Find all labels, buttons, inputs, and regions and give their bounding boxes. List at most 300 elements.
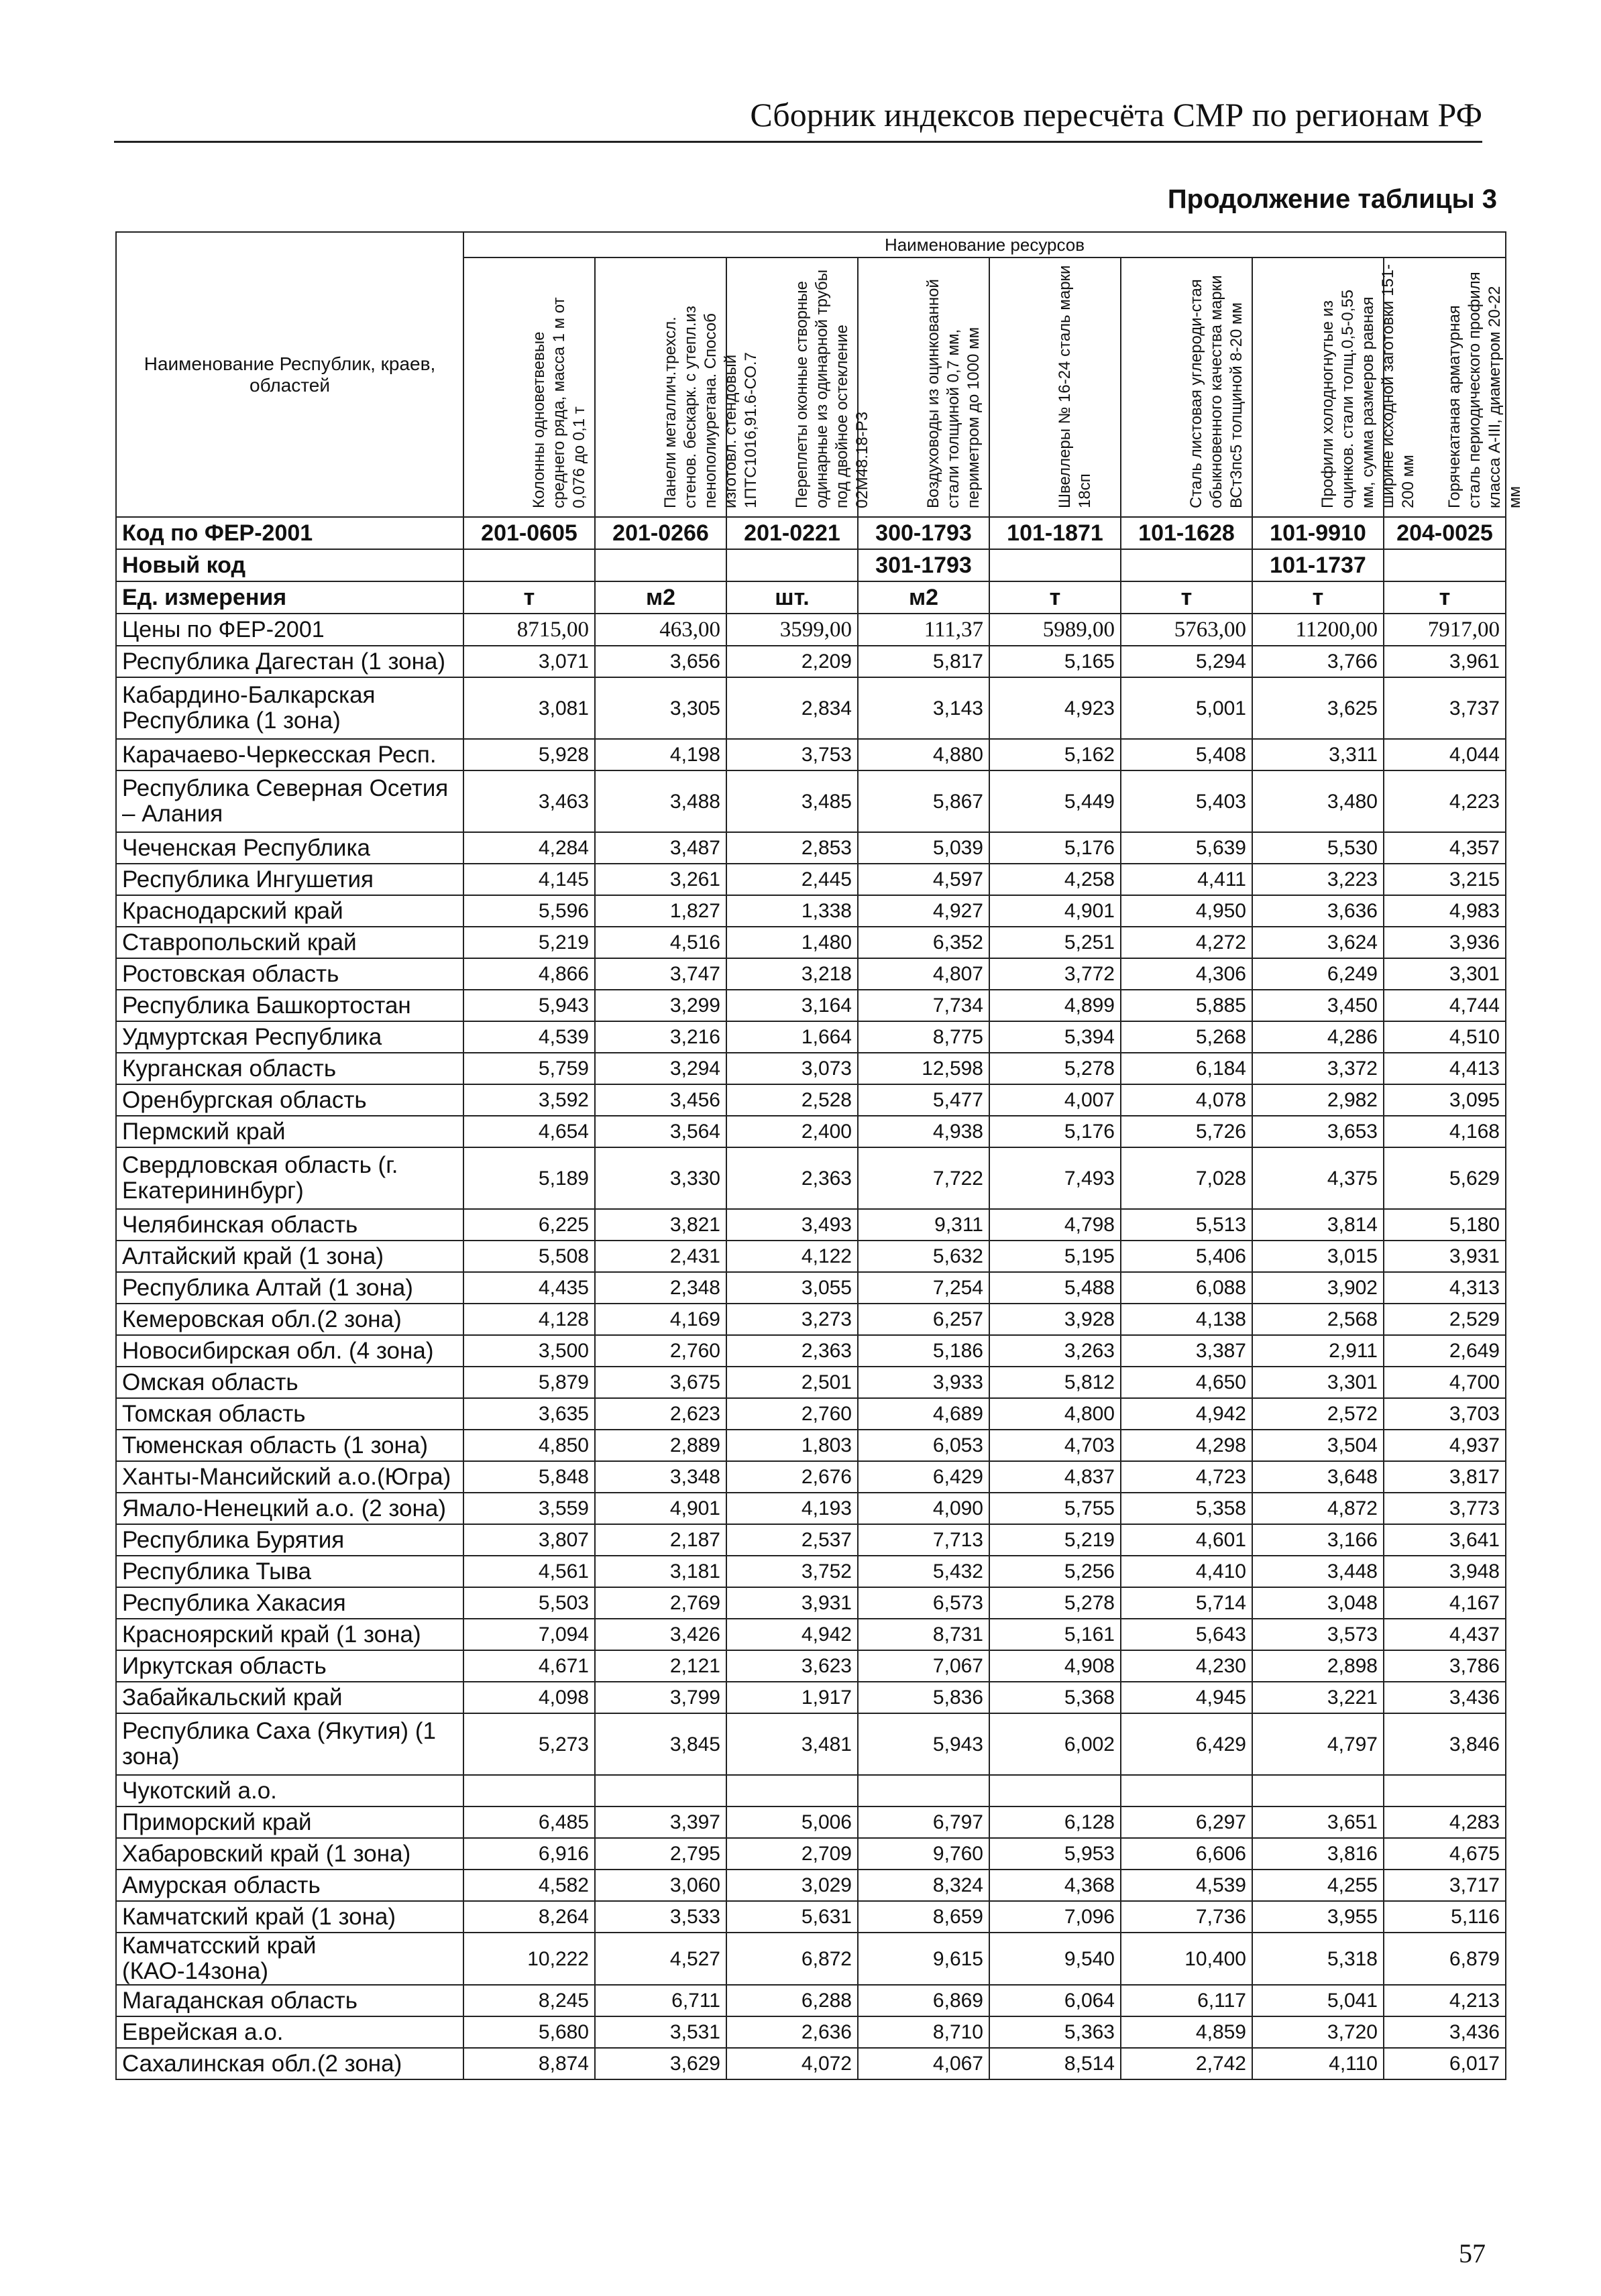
table-row [116, 1021, 1506, 1053]
resource-column-label: Швеллеры № 16-24 сталь марки 18сп [1056, 265, 1094, 508]
index-value: 5,180 [1384, 1209, 1506, 1241]
region-name: Еврейская а.о. [116, 2016, 463, 2048]
resource-column-header [463, 257, 595, 517]
index-value: 3,055 [726, 1272, 858, 1304]
index-value: 3,821 [595, 1209, 726, 1241]
price-row-cell: 463,00 [595, 614, 726, 646]
table-row [116, 990, 1506, 1021]
index-value: 3,071 [463, 646, 595, 677]
index-value: 9,311 [858, 1209, 989, 1241]
index-value: 4,700 [1384, 1367, 1506, 1398]
resource-column-label: Переплеты оконные створные одинарные из одинарной трубы под двойное остекление 02М48.18-Р3 [793, 270, 871, 508]
region-name: Удмуртская Республика [116, 1021, 463, 1053]
table-row [116, 1304, 1506, 1335]
index-value: 2,636 [726, 2016, 858, 2048]
price-row-cell: 5989,00 [989, 614, 1121, 646]
region-name: Республика Бурятия [116, 1524, 463, 1556]
index-value: 6,117 [1121, 1985, 1252, 2016]
index-value: 4,437 [1384, 1619, 1506, 1650]
index-value: 4,213 [1384, 1985, 1506, 2016]
index-value: 5,186 [858, 1335, 989, 1367]
index-value: 5,408 [1121, 739, 1252, 770]
index-value: 1,917 [726, 1682, 858, 1713]
region-name: Краснодарский край [116, 895, 463, 927]
region-column-header: Наименование Республик, краев, областей [116, 232, 463, 517]
resource-column-label: Профили холодногнутые из оцинков. стали толщ.0,5-0,55 мм, сумма размеров равная ширине исходной заготовки 151-200 мм [1319, 264, 1417, 508]
index-value: 5,513 [1121, 1209, 1252, 1241]
index-value: 3,629 [595, 2048, 726, 2079]
index-value: 6,053 [858, 1430, 989, 1461]
index-value: 4,561 [463, 1556, 595, 1587]
unit-row-cell: т [463, 581, 595, 614]
index-value: 6,184 [1121, 1053, 1252, 1084]
resource-column-header [1121, 257, 1252, 517]
price-row-cell: 111,37 [858, 614, 989, 646]
new-code-row-cell [1384, 549, 1506, 581]
index-value: 7,067 [858, 1650, 989, 1682]
index-value: 9,540 [989, 1933, 1121, 1985]
resource-column-header [1384, 257, 1524, 517]
index-value: 2,348 [595, 1272, 726, 1304]
index-value: 5,836 [858, 1682, 989, 1713]
index-value: 5,680 [463, 2016, 595, 2048]
new-code-row-cell [595, 549, 726, 581]
index-value: 3,653 [1252, 1116, 1384, 1147]
index-value: 2,760 [726, 1398, 858, 1430]
index-value: 4,110 [1252, 2048, 1384, 2079]
index-value: 4,098 [463, 1682, 595, 1713]
index-value: 4,510 [1384, 1021, 1506, 1053]
fer-code-row-cell: 101-1871 [989, 517, 1121, 549]
index-value: 3,902 [1252, 1272, 1384, 1304]
index-value: 3,301 [1384, 958, 1506, 990]
index-value: 3,488 [595, 770, 726, 832]
index-value: 2,911 [1252, 1335, 1384, 1367]
index-value: 8,659 [858, 1901, 989, 1933]
table-row [116, 739, 1506, 770]
table-row [116, 770, 1506, 832]
index-value: 5,508 [463, 1241, 595, 1272]
index-value: 2,623 [595, 1398, 726, 1430]
index-value: 3,311 [1252, 739, 1384, 770]
index-value: 6,249 [1252, 958, 1384, 990]
index-value: 4,950 [1121, 895, 1252, 927]
index-value: 5,041 [1252, 1985, 1384, 2016]
index-value: 3,500 [463, 1335, 595, 1367]
index-value: 3,531 [595, 2016, 726, 2048]
region-name: Республика Тыва [116, 1556, 463, 1587]
index-value: 3,625 [1252, 677, 1384, 739]
index-value: 5,363 [989, 2016, 1121, 2048]
region-name: Хабаровский край (1 зона) [116, 1838, 463, 1870]
index-value: 4,368 [989, 1870, 1121, 1901]
index-value: 2,709 [726, 1838, 858, 1870]
unit-row-cell: т [1121, 581, 1252, 614]
index-value: 3,933 [858, 1367, 989, 1398]
index-value: 3,845 [595, 1713, 726, 1775]
index-value: 4,901 [989, 895, 1121, 927]
index-value: 8,775 [858, 1021, 989, 1053]
index-value: 3,656 [595, 646, 726, 677]
index-value: 4,859 [1121, 2016, 1252, 2048]
index-value: 2,431 [595, 1241, 726, 1272]
unit-row-cell: м2 [858, 581, 989, 614]
index-value: 6,002 [989, 1713, 1121, 1775]
region-name: Кабардино-Балкарская Республика (1 зона) [116, 677, 463, 739]
index-value: 5,251 [989, 927, 1121, 958]
table-row [116, 895, 1506, 927]
price-row-cell: 7917,00 [1384, 614, 1506, 646]
index-value: 2,445 [726, 864, 858, 895]
resource-column-label: Воздуховоды из оцинкованной стали толщиной 0,7 мм, периметром до 1000 мм [924, 279, 983, 508]
index-value: 4,128 [463, 1304, 595, 1335]
index-value: 3,955 [1252, 1901, 1384, 1933]
index-value: 4,938 [858, 1116, 989, 1147]
index-value: 3,181 [595, 1556, 726, 1587]
index-value: 4,744 [1384, 990, 1506, 1021]
index-value: 4,675 [1384, 1838, 1506, 1870]
index-value: 3,504 [1252, 1430, 1384, 1461]
fer-code-row-cell: 201-0221 [726, 517, 858, 549]
index-value: 4,357 [1384, 832, 1506, 864]
index-value: 4,539 [1121, 1870, 1252, 1901]
index-value: 4,880 [858, 739, 989, 770]
region-name: Ставропольский край [116, 927, 463, 958]
index-value: 5,189 [463, 1147, 595, 1209]
index-value: 2,528 [726, 1084, 858, 1116]
table-row [116, 1367, 1506, 1398]
index-value: 6,429 [1121, 1713, 1252, 1775]
index-value: 4,223 [1384, 770, 1506, 832]
region-name: Республика Саха (Якутия) (1 зона) [116, 1713, 463, 1775]
index-value: 12,598 [858, 1053, 989, 1084]
new-code-row [116, 549, 1506, 581]
index-value: 4,138 [1121, 1304, 1252, 1335]
index-value: 3,817 [1384, 1461, 1506, 1493]
index-value: 3,015 [1252, 1241, 1384, 1272]
price-row-label: Цены по ФЕР-2001 [116, 614, 463, 646]
index-value: 2,795 [595, 1838, 726, 1870]
index-value: 2,898 [1252, 1650, 1384, 1682]
index-value: 1,664 [726, 1021, 858, 1053]
index-value: 3,573 [1252, 1619, 1384, 1650]
index-value: 2,529 [1384, 1304, 1506, 1335]
table-row [116, 1619, 1506, 1650]
index-value: 8,514 [989, 2048, 1121, 2079]
region-name: Ямало-Ненецкий а.о. (2 зона) [116, 1493, 463, 1524]
table-row [116, 1556, 1506, 1587]
index-value: 2,209 [726, 646, 858, 677]
index-value: 3,703 [1384, 1398, 1506, 1430]
index-value: 3,330 [595, 1147, 726, 1209]
index-value: 7,028 [1121, 1147, 1252, 1209]
index-value: 5,928 [463, 739, 595, 770]
index-value: 6,257 [858, 1304, 989, 1335]
index-value: 4,516 [595, 927, 726, 958]
index-value: 4,850 [463, 1430, 595, 1461]
index-value [463, 1775, 595, 1806]
index-value: 6,711 [595, 1985, 726, 2016]
index-value: 8,710 [858, 2016, 989, 2048]
index-value: 2,982 [1252, 1084, 1384, 1116]
price-row [116, 614, 1506, 646]
index-value [1252, 1775, 1384, 1806]
index-value [858, 1775, 989, 1806]
index-value: 3,641 [1384, 1524, 1506, 1556]
table-row [116, 1838, 1506, 1870]
index-value: 5,817 [858, 646, 989, 677]
table-row [116, 1116, 1506, 1147]
index-value: 8,245 [463, 1985, 595, 2016]
unit-row-cell: т [1252, 581, 1384, 614]
index-value: 6,916 [463, 1838, 595, 1870]
region-name: Оренбургская область [116, 1084, 463, 1116]
index-value: 4,689 [858, 1398, 989, 1430]
index-value: 10,400 [1121, 1933, 1252, 1985]
index-value: 4,230 [1121, 1650, 1252, 1682]
region-name: Камчатский край (1 зона) [116, 1901, 463, 1933]
table-row [116, 1775, 1506, 1806]
index-value: 4,539 [463, 1021, 595, 1053]
index-value: 4,872 [1252, 1493, 1384, 1524]
index-value: 7,734 [858, 990, 989, 1021]
index-value: 3,737 [1384, 677, 1506, 739]
index-value: 1,338 [726, 895, 858, 927]
index-value: 5,278 [989, 1053, 1121, 1084]
index-value: 4,983 [1384, 895, 1506, 927]
resources-header: Наименование ресурсов [463, 232, 1506, 257]
index-value: 5,219 [989, 1524, 1121, 1556]
price-row-cell: 11200,00 [1252, 614, 1384, 646]
table-row [116, 1461, 1506, 1493]
index-value: 5,176 [989, 1116, 1121, 1147]
index-value: 3,807 [463, 1524, 595, 1556]
table-row [116, 958, 1506, 990]
resource-column-header [989, 257, 1121, 517]
region-name: Приморский край [116, 1806, 463, 1838]
index-value: 5,195 [989, 1241, 1121, 1272]
index-value: 2,537 [726, 1524, 858, 1556]
table-row [116, 1084, 1506, 1116]
index-table [115, 231, 1524, 2080]
index-value: 5,219 [463, 927, 595, 958]
index-value: 4,411 [1121, 864, 1252, 895]
table-row [116, 1209, 1506, 1241]
index-value: 3,048 [1252, 1587, 1384, 1619]
index-value: 5,503 [463, 1587, 595, 1619]
index-value: 5,629 [1384, 1147, 1506, 1209]
index-value: 3,218 [726, 958, 858, 990]
index-value: 3,221 [1252, 1682, 1384, 1713]
index-value: 3,948 [1384, 1556, 1506, 1587]
index-value: 4,671 [463, 1650, 595, 1682]
index-value: 2,742 [1121, 2048, 1252, 2079]
resource-column-header [726, 257, 871, 517]
index-value: 4,168 [1384, 1116, 1506, 1147]
page-number: 57 [1459, 2238, 1486, 2269]
index-value: 5,639 [1121, 832, 1252, 864]
region-name: Омская область [116, 1367, 463, 1398]
index-value: 4,597 [858, 864, 989, 895]
index-value: 5,116 [1384, 1901, 1506, 1933]
index-value: 6,064 [989, 1985, 1121, 2016]
index-value: 4,007 [989, 1084, 1121, 1116]
index-value: 4,284 [463, 832, 595, 864]
index-value: 3,223 [1252, 864, 1384, 895]
index-value: 5,256 [989, 1556, 1121, 1587]
index-value: 5,530 [1252, 832, 1384, 864]
index-value: 4,797 [1252, 1713, 1384, 1775]
index-value: 5,596 [463, 895, 595, 927]
region-name: Иркутская область [116, 1650, 463, 1682]
index-value: 4,435 [463, 1272, 595, 1304]
index-value: 4,258 [989, 864, 1121, 895]
table-row [116, 1493, 1506, 1524]
index-value [1121, 1775, 1252, 1806]
fer-code-row [116, 517, 1506, 549]
index-value: 5,368 [989, 1682, 1121, 1713]
table-row [116, 1587, 1506, 1619]
new-code-row-cell [989, 549, 1121, 581]
index-value: 4,313 [1384, 1272, 1506, 1304]
index-value: 5,643 [1121, 1619, 1252, 1650]
index-value: 5,318 [1252, 1933, 1384, 1985]
index-value: 2,769 [595, 1587, 726, 1619]
index-value: 3,961 [1384, 646, 1506, 677]
index-value: 3,928 [989, 1304, 1121, 1335]
index-value: 4,306 [1121, 958, 1252, 990]
index-value: 5,278 [989, 1587, 1121, 1619]
index-value: 3,481 [726, 1713, 858, 1775]
index-value: 2,363 [726, 1147, 858, 1209]
index-value: 4,601 [1121, 1524, 1252, 1556]
index-value: 3,081 [463, 677, 595, 739]
index-value: 4,090 [858, 1493, 989, 1524]
table-row [116, 2016, 1506, 2048]
index-value: 4,899 [989, 990, 1121, 1021]
index-value: 6,573 [858, 1587, 989, 1619]
index-value: 4,255 [1252, 1870, 1384, 1901]
table-row [116, 1524, 1506, 1556]
index-value: 1,827 [595, 895, 726, 927]
index-value: 8,264 [463, 1901, 595, 1933]
region-name: Ростовская область [116, 958, 463, 990]
index-value: 3,752 [726, 1556, 858, 1587]
new-code-row-cell: 101-1737 [1252, 549, 1384, 581]
region-name: Республика Башкортостан [116, 990, 463, 1021]
index-value: 3,463 [463, 770, 595, 832]
index-value: 3,215 [1384, 864, 1506, 895]
index-value: 4,122 [726, 1241, 858, 1272]
index-value: 3,348 [595, 1461, 726, 1493]
table-row [116, 1272, 1506, 1304]
index-value: 3,166 [1252, 1524, 1384, 1556]
unit-row-cell: м2 [595, 581, 726, 614]
index-value: 4,078 [1121, 1084, 1252, 1116]
index-value [989, 1775, 1121, 1806]
index-value: 3,648 [1252, 1461, 1384, 1493]
index-value: 3,485 [726, 770, 858, 832]
new-code-row-cell: 301-1793 [858, 549, 989, 581]
index-value: 5,943 [463, 990, 595, 1021]
fer-code-row-cell: 101-9910 [1252, 517, 1384, 549]
index-value: 2,834 [726, 677, 858, 739]
region-name: Томская область [116, 1398, 463, 1430]
index-value: 3,533 [595, 1901, 726, 1933]
fer-code-row-cell: 300-1793 [858, 517, 989, 549]
region-name: Челябинская область [116, 1209, 463, 1241]
index-value: 7,713 [858, 1524, 989, 1556]
fer-code-row-cell: 204-0025 [1384, 517, 1506, 549]
new-code-row-label: Новый код [116, 549, 463, 581]
index-value: 3,263 [989, 1335, 1121, 1367]
index-value: 6,606 [1121, 1838, 1252, 1870]
index-value: 7,493 [989, 1147, 1121, 1209]
index-value: 4,901 [595, 1493, 726, 1524]
region-name: Республика Хакасия [116, 1587, 463, 1619]
new-code-row-cell [726, 549, 858, 581]
index-value: 9,615 [858, 1933, 989, 1985]
region-name: Республика Ингушетия [116, 864, 463, 895]
region-name: Тюменская область (1 зона) [116, 1430, 463, 1461]
new-code-row-cell [463, 549, 595, 581]
index-value: 4,798 [989, 1209, 1121, 1241]
table-row [116, 1985, 1506, 2016]
index-value: 5,943 [858, 1713, 989, 1775]
index-value: 4,044 [1384, 739, 1506, 770]
index-value: 3,564 [595, 1116, 726, 1147]
index-value: 3,635 [463, 1398, 595, 1430]
index-value: 8,324 [858, 1870, 989, 1901]
index-value: 3,456 [595, 1084, 726, 1116]
index-value: 3,216 [595, 1021, 726, 1053]
table-row [116, 1241, 1506, 1272]
index-value: 3,487 [595, 832, 726, 864]
region-name: Курганская область [116, 1053, 463, 1084]
index-value: 5,394 [989, 1021, 1121, 1053]
region-name: Пермский край [116, 1116, 463, 1147]
index-value: 8,731 [858, 1619, 989, 1650]
table-row [116, 832, 1506, 864]
index-value: 3,436 [1384, 2016, 1506, 2048]
index-value: 4,198 [595, 739, 726, 770]
resource-column-label: Горячекатаная арматурная сталь периодического профиля класса А-III, диаметром 20-22 мм [1445, 272, 1524, 508]
region-name: Республика Дагестан (1 зона) [116, 646, 463, 677]
index-value: 4,937 [1384, 1430, 1506, 1461]
index-value: 2,889 [595, 1430, 726, 1461]
index-value: 5,176 [989, 832, 1121, 864]
table-row [116, 1933, 1506, 1985]
index-value: 5,848 [463, 1461, 595, 1493]
index-value: 6,485 [463, 1806, 595, 1838]
table-row [116, 1806, 1506, 1838]
region-name: Камчатсский край (КАО-14зона) [116, 1933, 463, 1985]
fer-code-row-cell: 201-0266 [595, 517, 726, 549]
index-value: 5,162 [989, 739, 1121, 770]
index-value: 2,121 [595, 1650, 726, 1682]
index-value: 3,753 [726, 739, 858, 770]
index-value: 2,760 [595, 1335, 726, 1367]
index-value: 5,867 [858, 770, 989, 832]
index-value: 4,527 [595, 1933, 726, 1985]
index-value: 3,073 [726, 1053, 858, 1084]
unit-row-cell: т [989, 581, 1121, 614]
table-row [116, 1398, 1506, 1430]
index-value: 5,039 [858, 832, 989, 864]
index-value: 3,786 [1384, 1650, 1506, 1682]
index-value: 5,885 [1121, 990, 1252, 1021]
table-row [116, 864, 1506, 895]
